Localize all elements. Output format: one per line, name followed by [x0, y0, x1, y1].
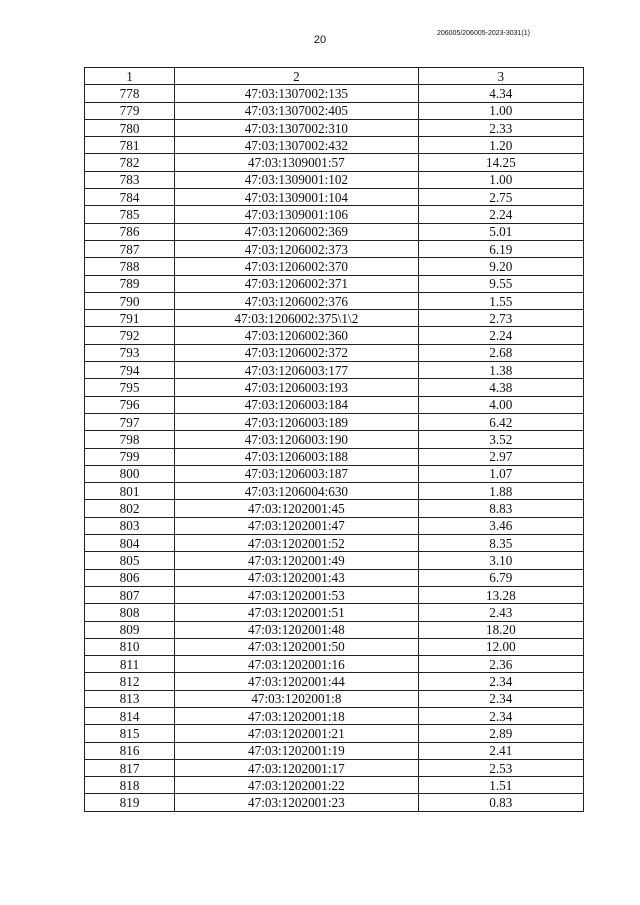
table-cell: 47:03:1202001:45 [175, 500, 419, 517]
table-cell: 2.53 [418, 759, 583, 776]
table-row [85, 102, 584, 119]
table-cell: 47:03:1202001:22 [175, 777, 419, 794]
table-header-row [85, 68, 584, 85]
table-cell: 12.00 [418, 638, 583, 655]
table-cell: 805 [85, 552, 175, 569]
table-cell: 47:03:1202001:18 [175, 707, 419, 724]
table-cell: 808 [85, 604, 175, 621]
table-cell: 47:03:1307002:432 [175, 137, 419, 154]
table-cell: 1.38 [418, 362, 583, 379]
table-cell: 47:03:1202001:23 [175, 794, 419, 811]
table-row [85, 604, 584, 621]
table-cell: 47:03:1307002:135 [175, 85, 419, 102]
table-cell: 6.79 [418, 569, 583, 586]
table-cell: 18.20 [418, 621, 583, 638]
table-row [85, 413, 584, 430]
table-body [85, 85, 584, 811]
table-row [85, 535, 584, 552]
table-cell: 801 [85, 483, 175, 500]
table-cell: 47:03:1307002:310 [175, 119, 419, 136]
table-cell: 47:03:1202001:44 [175, 673, 419, 690]
table-row [85, 223, 584, 240]
table-cell: 1.88 [418, 483, 583, 500]
table-cell: 788 [85, 258, 175, 275]
table-cell: 800 [85, 465, 175, 482]
table-cell: 817 [85, 759, 175, 776]
table-row [85, 673, 584, 690]
table-cell: 799 [85, 448, 175, 465]
table-cell: 47:03:1309001:106 [175, 206, 419, 223]
table-row [85, 483, 584, 500]
table-cell: 47:03:1202001:52 [175, 535, 419, 552]
table-row [85, 777, 584, 794]
table-cell: 8.83 [418, 500, 583, 517]
table-cell: 813 [85, 690, 175, 707]
table-cell: 816 [85, 742, 175, 759]
table-cell: 0.83 [418, 794, 583, 811]
table-row [85, 621, 584, 638]
table-cell: 47:03:1206003:189 [175, 413, 419, 430]
table-row [85, 379, 584, 396]
table-cell: 792 [85, 327, 175, 344]
table-cell: 2.75 [418, 189, 583, 206]
table-cell: 47:03:1202001:19 [175, 742, 419, 759]
table-cell: 2.34 [418, 673, 583, 690]
table-row [85, 794, 584, 811]
table-cell: 2.97 [418, 448, 583, 465]
table-row [85, 310, 584, 327]
table-cell: 47:03:1206002:371 [175, 275, 419, 292]
table-cell: 807 [85, 586, 175, 603]
table-row [85, 258, 584, 275]
table-cell: 2.68 [418, 344, 583, 361]
table-cell: 9.55 [418, 275, 583, 292]
table-cell: 47:03:1202001:47 [175, 517, 419, 534]
table-row [85, 725, 584, 742]
table-cell: 47:03:1202001:49 [175, 552, 419, 569]
table-row [85, 396, 584, 413]
table-row [85, 569, 584, 586]
table-cell: 47:03:1206002:370 [175, 258, 419, 275]
table-cell: 781 [85, 137, 175, 154]
table-cell: 47:03:1206002:372 [175, 344, 419, 361]
table-cell: 47:03:1307002:405 [175, 102, 419, 119]
table-cell: 3.52 [418, 431, 583, 448]
column-header: 2 [175, 68, 419, 85]
table-cell: 47:03:1202001:16 [175, 656, 419, 673]
table-cell: 6.42 [418, 413, 583, 430]
table-cell: 47:03:1206003:190 [175, 431, 419, 448]
table-cell: 1.00 [418, 102, 583, 119]
table-row [85, 742, 584, 759]
table-row [85, 275, 584, 292]
table-cell: 804 [85, 535, 175, 552]
table-cell: 1.07 [418, 465, 583, 482]
table-cell: 2.34 [418, 707, 583, 724]
table-cell: 783 [85, 171, 175, 188]
table-cell: 803 [85, 517, 175, 534]
table-cell: 47:03:1202001:21 [175, 725, 419, 742]
table-row [85, 759, 584, 776]
table-cell: 2.24 [418, 206, 583, 223]
table-cell: 2.89 [418, 725, 583, 742]
table-cell: 2.36 [418, 656, 583, 673]
table-cell: 2.33 [418, 119, 583, 136]
table-cell: 814 [85, 707, 175, 724]
table-cell: 47:03:1206002:360 [175, 327, 419, 344]
table-cell: 8.35 [418, 535, 583, 552]
table-cell: 778 [85, 85, 175, 102]
table-cell: 819 [85, 794, 175, 811]
table-cell: 779 [85, 102, 175, 119]
table-cell: 1.00 [418, 171, 583, 188]
table-cell: 795 [85, 379, 175, 396]
table-cell: 809 [85, 621, 175, 638]
table-row [85, 240, 584, 257]
table-row [85, 292, 584, 309]
table-row [85, 431, 584, 448]
table-row [85, 517, 584, 534]
table-cell: 1.51 [418, 777, 583, 794]
table-cell: 47:03:1202001:43 [175, 569, 419, 586]
table-cell: 47:03:1206003:188 [175, 448, 419, 465]
table-cell: 812 [85, 673, 175, 690]
table-cell: 47:03:1206002:369 [175, 223, 419, 240]
table-row [85, 448, 584, 465]
table-cell: 797 [85, 413, 175, 430]
table-cell: 802 [85, 500, 175, 517]
table-cell: 1.20 [418, 137, 583, 154]
table-row [85, 85, 584, 102]
table-cell: 796 [85, 396, 175, 413]
table-cell: 9.20 [418, 258, 583, 275]
table-cell: 787 [85, 240, 175, 257]
table-cell: 47:03:1202001:48 [175, 621, 419, 638]
table-cell: 782 [85, 154, 175, 171]
table-row [85, 586, 584, 603]
column-header: 3 [418, 68, 583, 85]
page-number: 20 [313, 34, 327, 46]
table-cell: 786 [85, 223, 175, 240]
table-row [85, 189, 584, 206]
table-row [85, 206, 584, 223]
table-cell: 798 [85, 431, 175, 448]
table-cell: 793 [85, 344, 175, 361]
table-cell: 4.34 [418, 85, 583, 102]
table-cell: 47:03:1202001:53 [175, 586, 419, 603]
table-cell: 47:03:1202001:17 [175, 759, 419, 776]
table-cell: 47:03:1309001:102 [175, 171, 419, 188]
table-cell: 810 [85, 638, 175, 655]
table-cell: 4.38 [418, 379, 583, 396]
table-cell: 47:03:1206003:193 [175, 379, 419, 396]
table-row [85, 707, 584, 724]
table-cell: 784 [85, 189, 175, 206]
table-row [85, 344, 584, 361]
document-id: 206005/206005-2023-3031(1) [436, 30, 530, 37]
table-cell: 47:03:1206002:373 [175, 240, 419, 257]
table-cell: 14.25 [418, 154, 583, 171]
table-cell: 47:03:1206003:177 [175, 362, 419, 379]
table-cell: 47:03:1309001:104 [175, 189, 419, 206]
table-row [85, 119, 584, 136]
table-row [85, 465, 584, 482]
table-cell: 47:03:1202001:51 [175, 604, 419, 621]
table-cell: 811 [85, 656, 175, 673]
table-cell: 794 [85, 362, 175, 379]
table-cell: 2.41 [418, 742, 583, 759]
table-cell: 1.55 [418, 292, 583, 309]
data-table [84, 67, 584, 812]
table-cell: 47:03:1206004:630 [175, 483, 419, 500]
table-cell: 6.19 [418, 240, 583, 257]
table-cell: 806 [85, 569, 175, 586]
table-cell: 47:03:1206003:187 [175, 465, 419, 482]
table-cell: 790 [85, 292, 175, 309]
table-row [85, 137, 584, 154]
table-cell: 2.34 [418, 690, 583, 707]
column-header: 1 [85, 68, 175, 85]
table-cell: 47:03:1309001:57 [175, 154, 419, 171]
table-cell: 780 [85, 119, 175, 136]
table-cell: 13.28 [418, 586, 583, 603]
table-row [85, 171, 584, 188]
table-cell: 2.43 [418, 604, 583, 621]
table-row [85, 327, 584, 344]
table-cell: 785 [85, 206, 175, 223]
table-row [85, 638, 584, 655]
table-cell: 2.24 [418, 327, 583, 344]
table-row [85, 552, 584, 569]
table-cell: 818 [85, 777, 175, 794]
table-cell: 5.01 [418, 223, 583, 240]
table-cell: 791 [85, 310, 175, 327]
table-cell: 4.00 [418, 396, 583, 413]
table-row [85, 500, 584, 517]
table-cell: 815 [85, 725, 175, 742]
table-cell: 789 [85, 275, 175, 292]
table-row [85, 154, 584, 171]
table-cell: 3.10 [418, 552, 583, 569]
table-cell: 3.46 [418, 517, 583, 534]
table-row [85, 656, 584, 673]
table-cell: 2.73 [418, 310, 583, 327]
table-cell: 47:03:1206003:184 [175, 396, 419, 413]
table-cell: 47:03:1206002:376 [175, 292, 419, 309]
table-row [85, 362, 584, 379]
table-cell: 47:03:1206002:375\1\2 [175, 310, 419, 327]
table-row [85, 690, 584, 707]
table-cell: 47:03:1202001:50 [175, 638, 419, 655]
table-cell: 47:03:1202001:8 [175, 690, 419, 707]
